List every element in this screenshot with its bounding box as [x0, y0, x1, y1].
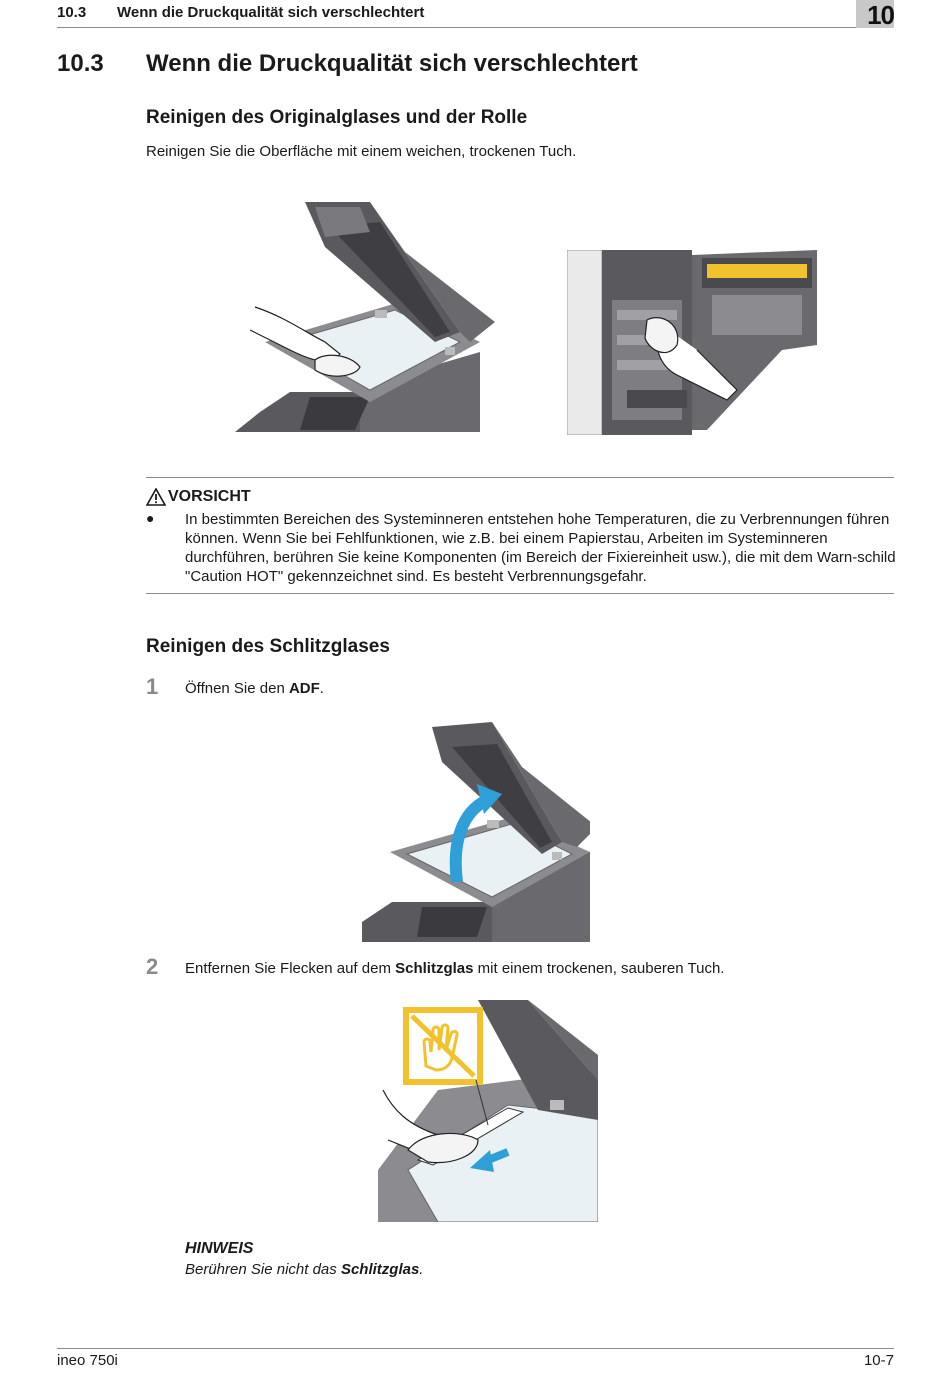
note-title: HINWEIS [185, 1240, 254, 1257]
step-1-number: 1 [146, 674, 159, 699]
footer-page-number: 10-7 [863, 1352, 894, 1369]
chapter-number: 10 [867, 0, 894, 30]
warning-triangle-icon [146, 488, 166, 506]
section2-heading: Reinigen des Schlitzglases [146, 636, 390, 657]
caution-top-rule [146, 477, 894, 478]
footer-model: ineo 750i [57, 1352, 118, 1369]
illustration-cleaning-roller [567, 250, 817, 435]
caution-title-text: VORSICHT [168, 488, 251, 505]
section1-heading: Reinigen des Originalglases und der Rolle [146, 107, 528, 128]
footer-rule [57, 1348, 894, 1349]
header-section-title: Wenn die Druckqualität sich verschlechtert [117, 4, 425, 21]
illustration-cleaning-original-glass [230, 192, 500, 434]
caution-text: In bestimmten Bereichen des Systeminneren entstehen hohe Temperaturen, die zu Verbrennungen führen können. Wenn Sie bei Fehlfunktionen, wie z.B. bei einem Papierstau, Arbeiten im Systeminneren durchführen, berühren Sie keine Komponenten (im Bereich der Fixiereinheit usw.), die mit dem Warn-schild "Caution HOT" gekennzeichnet sind. Es besteht Verbrennungsgefahr. [185, 511, 896, 585]
page-title: Wenn die Druckqualität sich verschlechtert [146, 50, 638, 77]
title-number: 10.3 [57, 50, 104, 77]
caution-bullet: ● [146, 510, 155, 526]
note-text: Berühren Sie nicht das Schlitzglas. [185, 1261, 424, 1278]
step-2-number: 2 [146, 954, 159, 979]
section1-text: Reinigen Sie die Oberfläche mit einem weichen, trockenen Tuch. [146, 143, 577, 160]
illustration-open-adf [362, 722, 590, 942]
header-rule [57, 27, 894, 28]
step-1-text: Öffnen Sie den ADF. [185, 680, 324, 697]
step-2-text: Entfernen Sie Flecken auf dem Schlitzglas mit einem trockenen, sauberen Tuch. [185, 960, 725, 977]
header-section-number: 10.3 [57, 4, 87, 21]
caution-title [146, 488, 251, 506]
chapter-tab [856, 0, 894, 28]
illustration-cleaning-slit-glass [378, 1000, 598, 1222]
caution-bottom-rule [146, 593, 894, 594]
